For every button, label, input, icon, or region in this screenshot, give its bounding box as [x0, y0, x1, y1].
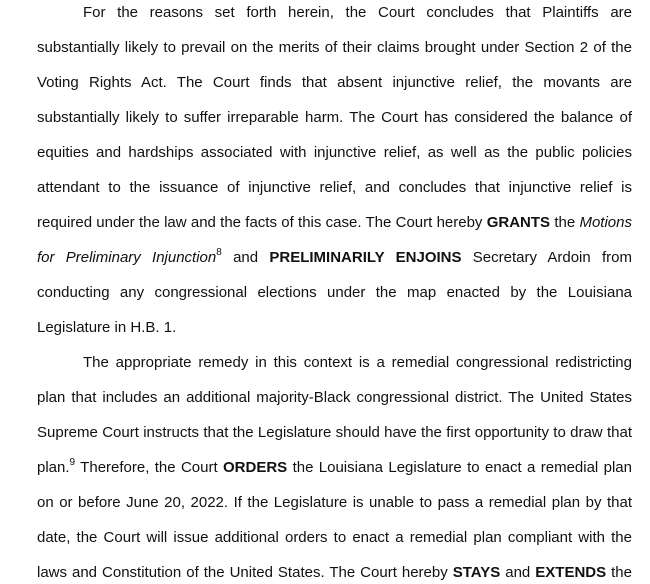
text-run: plan that includes an additional majority-Black congressional district. The United States [37, 389, 632, 406]
text-line [37, 142, 632, 164]
text-line [37, 317, 632, 339]
italic-text: Motions [579, 214, 632, 231]
text-line [37, 247, 632, 269]
text-run: Voting Rights Act. The Court finds that absent injunctive relief, the movants are [37, 74, 632, 91]
text-line [83, 352, 632, 374]
bold-text: STAYS [452, 564, 501, 581]
text-run: and [221, 249, 270, 266]
text-run: and [500, 564, 536, 581]
bold-text: GRANTS [486, 214, 551, 231]
bold-text: PRELIMINARILY ENJOINS [269, 249, 462, 266]
text-line [37, 212, 632, 234]
bold-text: EXTENDS [535, 564, 607, 581]
text-run: Therefore, the Court [75, 459, 224, 476]
text-line [37, 107, 632, 129]
text-line [37, 37, 632, 59]
text-run: conducting any congressional elections under the map enacted by the Louisiana [37, 284, 632, 301]
italic-text: for Preliminary Injunction [37, 249, 217, 266]
text-line [37, 282, 632, 304]
text-line [37, 562, 632, 584]
text-run: plan. [37, 459, 70, 476]
bold-text: ORDERS [223, 459, 288, 476]
footnote-ref: 8 [216, 247, 222, 258]
text-run: For the reasons set forth herein, the Court concludes that Plaintiffs are [83, 4, 632, 21]
text-line [83, 2, 632, 24]
text-run: date, the Court will issue additional orders to enact a remedial plan compliant with the [37, 529, 632, 546]
text-line [37, 177, 632, 199]
text-line [37, 457, 632, 479]
text-run: on or before June 20, 2022. If the Legislature is unable to pass a remedial plan by that [37, 494, 632, 511]
text-run: the [550, 214, 580, 231]
text-run: required under the law and the facts of this case. The Court hereby [37, 214, 487, 231]
text-run: substantially likely to prevail on the merits of their claims brought under Section 2 of the [37, 39, 632, 56]
text-run: equities and hardships associated with injunctive relief, as well as the public policies [37, 144, 632, 161]
text-run: attendant to the issuance of injunctive relief, and concludes that injunctive relief is [37, 179, 632, 196]
text-run: Supreme Court instructs that the Legislature should have the first opportunity to draw that [37, 424, 632, 441]
text-run: Legislature in H.B. 1. [37, 319, 177, 336]
text-line [37, 72, 632, 94]
text-run: substantially likely to suffer irreparable harm. The Court has considered the balance of [37, 109, 632, 126]
text-line [37, 527, 632, 549]
text-run: the [606, 564, 632, 581]
text-line [37, 492, 632, 514]
text-line [37, 387, 632, 409]
text-run: laws and Constitution of the United States. The Court hereby [37, 564, 453, 581]
text-run: the Louisiana Legislature to enact a remedial plan [287, 459, 632, 476]
text-run: The appropriate remedy in this context is a remedial congressional redistricting [83, 354, 632, 371]
footnote-ref: 9 [69, 457, 76, 468]
text-run: Secretary Ardoin from [461, 249, 632, 266]
text-line [37, 422, 632, 444]
